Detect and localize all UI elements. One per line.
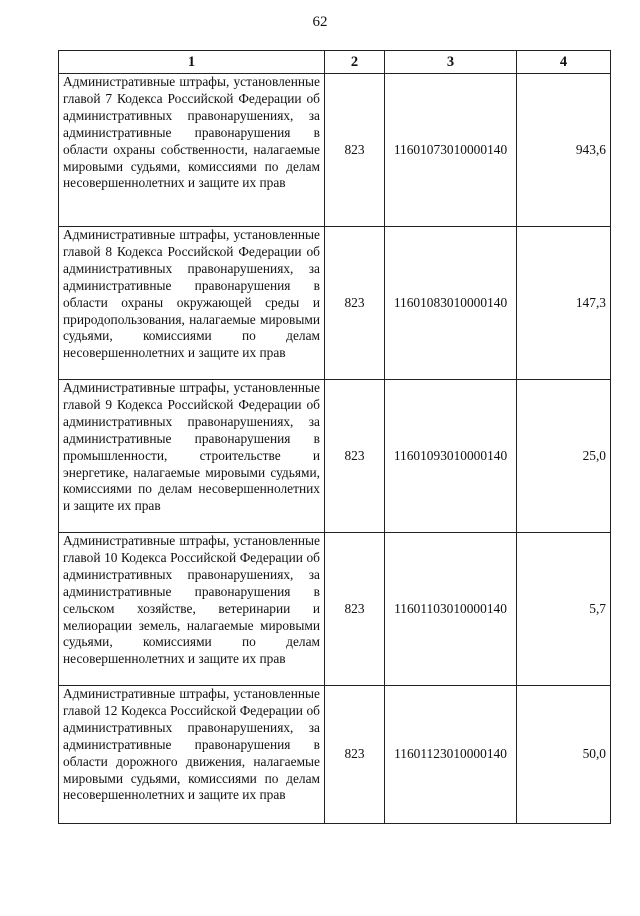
row-amount: 25,0 bbox=[517, 380, 611, 533]
row-amount: 5,7 bbox=[517, 533, 611, 686]
row-admin-code: 823 bbox=[325, 380, 385, 533]
table-row bbox=[59, 380, 611, 533]
row-amount: 943,6 bbox=[517, 74, 611, 227]
row-kbk: 11601073010000140 bbox=[385, 74, 517, 227]
column-header-amount: 4 bbox=[517, 51, 611, 74]
row-admin-code: 823 bbox=[325, 74, 385, 227]
row-kbk: 11601103010000140 bbox=[385, 533, 517, 686]
row-name: Административные штрафы, установленные главой 7 Кодекса Российской Федерации об административных правонарушениях, за административные правонарушения в области охраны собственности, налагаемые мировыми судьями, комиссиями по делам несовершеннолетних и защите их прав bbox=[59, 74, 325, 227]
row-amount: 147,3 bbox=[517, 227, 611, 380]
row-kbk: 11601093010000140 bbox=[385, 380, 517, 533]
row-amount: 50,0 bbox=[517, 686, 611, 824]
row-name: Административные штрафы, установленные главой 9 Кодекса Российской Федерации об административных правонарушениях, за административные правонарушения в промышленности, строительстве и энергетике, налагаемые мировыми судьями, комиссиями по делам несовершеннолетних и защите их прав bbox=[59, 380, 325, 533]
row-kbk: 11601083010000140 bbox=[385, 227, 517, 380]
page-number: 62 bbox=[312, 14, 328, 30]
table-row bbox=[59, 227, 611, 380]
table-row bbox=[59, 533, 611, 686]
row-name: Административные штрафы, установленные главой 10 Кодекса Российской Федерации об административных правонарушениях, за административные правонарушения в сельском хозяйстве, ветеринарии и мелиорации земель, налагаемые мировыми судьями, комиссиями по делам несовершеннолетних и защите их прав bbox=[59, 533, 325, 686]
row-kbk: 11601123010000140 bbox=[385, 686, 517, 824]
column-header-admin-code: 2 bbox=[325, 51, 385, 74]
row-name: Административные штрафы, установленные главой 8 Кодекса Российской Федерации об административных правонарушениях, за административные правонарушения в области охраны окружающей среды и природопользования, налагаемые мировыми судьями, комиссиями по делам несовершеннолетних и защите их прав bbox=[59, 227, 325, 380]
table-row bbox=[59, 686, 611, 824]
budget-table bbox=[58, 50, 611, 824]
row-admin-code: 823 bbox=[325, 533, 385, 686]
table-row bbox=[59, 74, 611, 227]
row-name: Административные штрафы, установленные главой 12 Кодекса Российской Федерации об административных правонарушениях, за административные правонарушения в области дорожного движения, налагаемые мировыми судьями, комиссиями по делам несовершеннолетних и защите их прав bbox=[59, 686, 325, 824]
table-header-row bbox=[59, 51, 611, 74]
row-admin-code: 823 bbox=[325, 227, 385, 380]
column-header-kbk: 3 bbox=[385, 51, 517, 74]
row-admin-code: 823 bbox=[325, 686, 385, 824]
column-header-name: 1 bbox=[59, 51, 325, 74]
